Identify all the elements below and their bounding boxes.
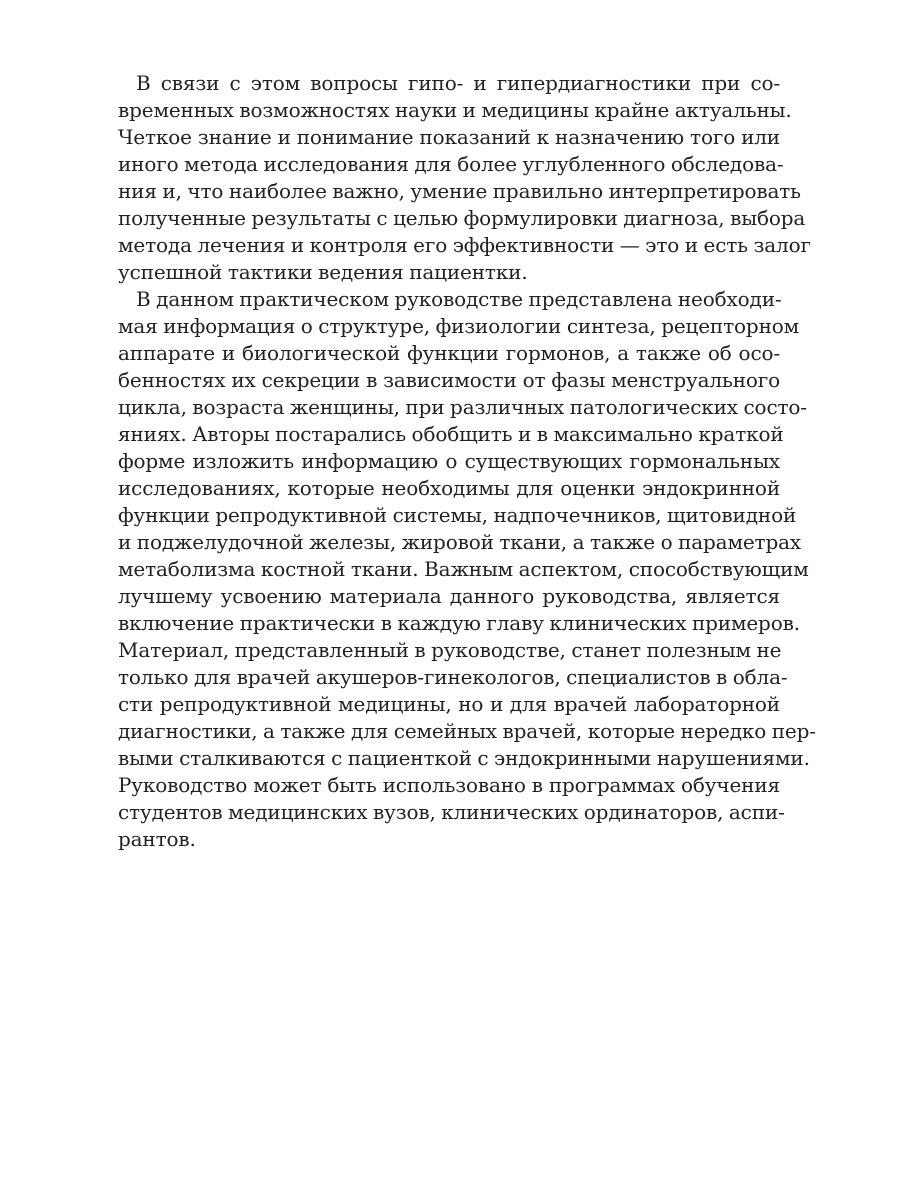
text-line: временных возможностях науки и медицины крайне актуальны. [118, 98, 792, 122]
text-line: Материал, представленный в руководстве, станет полезным не [118, 638, 782, 662]
document-page [118, 70, 816, 853]
paragraph-2 [118, 286, 816, 853]
text-line: В данном практическом руководстве представлена необходи- [136, 287, 782, 311]
text-line: мая информация о структуре, физиологии синтеза, рецепторном [118, 314, 800, 338]
text-line: В связи с этом вопросы гипо- и гипердиагностики при со- [136, 71, 780, 95]
text-line: цикла, возраста женщины, при различных патологических состо- [118, 395, 807, 419]
text-line: успешной тактики ведения пациентки. [118, 260, 528, 284]
text-line: яниях. Авторы постарались обобщить и в максимально краткой [118, 422, 784, 446]
text-line: студентов медицинских вузов, клинических ординаторов, аспи- [118, 800, 785, 824]
text-line: включение практически в каждую главу клинических примеров. [118, 611, 800, 635]
text-line: ния и, что наиболее важно, умение правильно интерпретировать [118, 179, 801, 203]
text-line: и поджелудочной железы, жировой ткани, а также о параметрах [118, 530, 802, 554]
text-line: рантов. [118, 827, 196, 851]
text-line: исследованиях, которые необходимы для оценки эндокринной [118, 476, 780, 500]
text-line: функции репродуктивной системы, надпочечников, щитовидной [118, 503, 797, 527]
text-line: Четкое знание и понимание показаний к назначению того или [118, 125, 780, 149]
text-line: лучшему усвоению материала данного руководства, является [118, 584, 780, 608]
text-line: метаболизма костной ткани. Важным аспектом, способствующим [118, 557, 809, 581]
paragraph-1 [118, 70, 811, 286]
text-line: сти репродуктивной медицины, но и для врачей лабораторной [118, 692, 780, 716]
text-line: только для врачей акушеров-гинекологов, специалистов в обла- [118, 665, 788, 689]
text-line: Руководство может быть использовано в программах обучения [118, 773, 780, 797]
text-line: форме изложить информацию о существующих гормональных [118, 449, 780, 473]
text-line: выми сталкиваются с пациенткой с эндокринными нарушениями. [118, 746, 810, 770]
text-line: полученные результаты с целью формулировки диагноза, выбора [118, 206, 806, 230]
text-line: диагностики, а также для семейных врачей, которые нередко пер- [118, 719, 816, 743]
text-line: бенностях их секреции в зависимости от фазы менструального [118, 368, 780, 392]
text-line: метода лечения и контроля его эффективности — это и есть залог [118, 233, 811, 257]
text-line: аппарате и биологической функции гормонов, а также об осо- [118, 341, 780, 365]
text-line: иного метода исследования для более углубленного обследова- [118, 152, 784, 176]
